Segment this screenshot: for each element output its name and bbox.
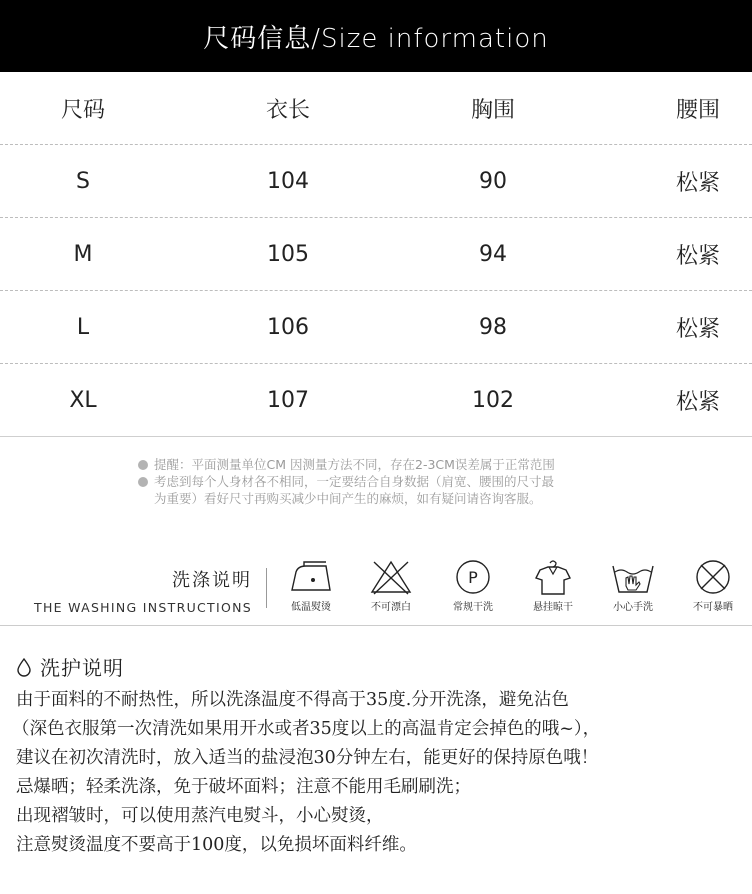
washing-title-cn: 洗涤说明	[172, 570, 252, 591]
no-bleach-icon	[366, 558, 416, 596]
page-header	[0, 0, 752, 72]
bullet-icon	[138, 477, 148, 487]
table-row	[0, 364, 752, 437]
cell-size: L	[76, 314, 90, 340]
cell-length: 107	[267, 387, 309, 413]
washing-divider	[266, 568, 267, 608]
cell-chest: 98	[479, 314, 507, 340]
low-temp-iron-icon	[286, 558, 336, 596]
washing-title-en: THE WASHING INSTRUCTIONS	[34, 600, 252, 615]
washing-icons	[278, 558, 752, 618]
table-row	[0, 145, 752, 218]
table-row	[0, 291, 752, 364]
column-header-waist: 腰围	[675, 97, 720, 123]
care-symbol-label: 低温熨烫	[291, 602, 331, 613]
cell-length: 104	[267, 168, 309, 194]
cell-chest: 102	[472, 387, 514, 413]
dry-clean-p-icon	[448, 558, 498, 596]
care-line: （深色衣服第一次清洗如果用开水或者35度以上的高温肯定会掉色的哦~），	[12, 719, 601, 739]
cell-waist: 松紧	[675, 316, 720, 342]
care-symbol	[438, 558, 508, 613]
bullet-icon	[138, 460, 148, 470]
cell-size: S	[76, 168, 90, 194]
size-table	[0, 72, 752, 437]
care-header	[16, 652, 124, 681]
care-symbol	[276, 558, 346, 613]
note-text-continued: 为重要）看好尺寸再购买减少中间产生的麻烦，如有疑问请咨询客服。	[154, 491, 542, 506]
care-symbol-label: 不可暴晒	[693, 602, 733, 613]
cell-size: XL	[69, 387, 97, 413]
column-header-chest: 胸围	[470, 97, 515, 123]
care-line: 出现褶皱时，可以使用蒸汽电熨斗，小心熨烫，	[16, 806, 384, 826]
column-header-size: 尺码	[60, 97, 105, 123]
care-symbol-label: 不可漂白	[371, 602, 411, 613]
care-line: 忌爆晒；轻柔洗涤，免于破坏面料；注意不能用毛刷刷洗；	[16, 777, 471, 797]
note-text: 考虑到每个人身材各不相同，一定要结合自身数据（肩宽、腰围的尺寸最	[154, 474, 555, 489]
header-title: 尺码信息/Size information	[203, 23, 549, 54]
care-title: 洗护说明	[40, 656, 124, 680]
care-line: 建议在初次清洗时，放入适当的盐浸泡30分钟左右，能更好的保持原色哦！	[16, 748, 599, 768]
care-symbol	[356, 558, 426, 613]
water-drop-icon	[16, 657, 32, 677]
care-symbol-label: 常规干洗	[453, 602, 493, 613]
cell-size: M	[73, 241, 93, 267]
table-header-row	[0, 72, 752, 145]
cell-chest: 90	[479, 168, 507, 194]
care-symbol-label: 悬挂晾干	[533, 602, 573, 613]
note-item	[138, 473, 638, 507]
table-row	[0, 218, 752, 291]
svg-text:P: P	[468, 568, 478, 587]
cell-waist: 松紧	[675, 243, 720, 269]
hang-dry-icon	[528, 558, 578, 596]
washing-title	[8, 566, 252, 615]
no-sun-dry-icon	[688, 558, 738, 596]
note-item	[138, 456, 638, 473]
cell-waist: 松紧	[675, 170, 720, 196]
cell-length: 106	[267, 314, 309, 340]
hand-wash-icon	[608, 558, 658, 596]
note-text: 提醒：平面测量单位CM 因测量方法不同，存在2-3CM误差属于正常范围	[154, 457, 555, 472]
care-symbol	[598, 558, 668, 613]
care-divider	[0, 625, 752, 626]
cell-waist: 松紧	[675, 389, 720, 415]
cell-length: 105	[267, 241, 309, 267]
care-symbol-label: 小心手洗	[613, 602, 653, 613]
measurement-notes	[138, 456, 638, 507]
care-line: 注意熨烫温度不要高于100度，以免损坏面料纤维。	[16, 835, 417, 855]
column-header-length: 衣长	[265, 97, 310, 123]
care-symbol	[518, 558, 588, 613]
care-symbol	[678, 558, 748, 613]
care-instructions	[12, 686, 746, 860]
care-line: 由于面料的不耐热性，所以洗涤温度不得高于35度.分开洗涤，避免沾色	[16, 690, 569, 710]
cell-chest: 94	[479, 241, 507, 267]
